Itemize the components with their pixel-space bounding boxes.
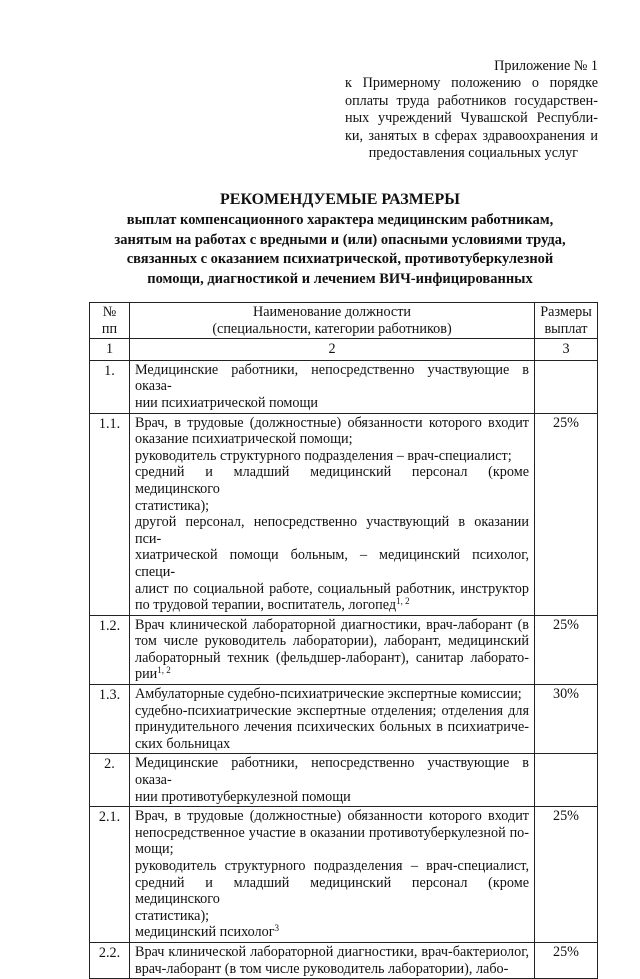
- footnote-ref: 1, 2: [157, 665, 171, 676]
- description-line: [135, 666, 529, 683]
- header-text: (специальности, категории работников): [212, 320, 452, 337]
- line-text: медицинский психолог: [135, 924, 275, 941]
- heading-line: занятым на работах с вредными и (или) опасными условиями труда,: [114, 231, 566, 248]
- header-position: [130, 303, 535, 339]
- annex-line: оплаты труда работников государствен-: [345, 92, 598, 109]
- header-amount: [535, 303, 598, 339]
- line-text: другой персонал, непосредственно участвующий в оказании пси-: [135, 514, 529, 547]
- line-text: том числе руководитель лаборатории), лаборант, медицинский: [135, 633, 529, 650]
- description-line: [135, 755, 529, 788]
- line-text: алист по социальной работе, социальный работник, инструктор: [135, 580, 529, 597]
- heading-main: РЕКОМЕНДУЕМЫЕ РАЗМЕРЫ: [220, 191, 460, 208]
- description-line: [135, 581, 529, 598]
- table-row: [90, 360, 598, 413]
- row-number: 2.1.: [90, 807, 130, 943]
- heading-line: помощи, диагностикой и лечением ВИЧ-инфицированных: [147, 270, 533, 287]
- payments-table: [89, 302, 598, 979]
- line-text: мощи;: [135, 841, 174, 858]
- line-text: нии противотуберкулезной помощи: [135, 788, 351, 805]
- description-line: [135, 686, 529, 703]
- row-description: [130, 807, 535, 943]
- line-text: Врач, в трудовые (должностные) обязанности которого входит: [135, 808, 529, 825]
- row-description: [130, 685, 535, 754]
- header-text: Размеры: [540, 304, 592, 320]
- line-text: Медицинские работники, непосредственно участвующие в оказа-: [135, 361, 529, 395]
- row-amount: 25%: [535, 807, 598, 943]
- heading-line: выплат компенсационного характера медицинским работникам,: [126, 212, 554, 229]
- line-text: Амбулаторные судебно-психиатрические экспертные комиссии;: [135, 686, 522, 703]
- table-row: [90, 413, 598, 615]
- description-line: [135, 924, 529, 941]
- line-text: статистика);: [135, 907, 210, 924]
- line-text: нии психиатрической помощи: [135, 394, 318, 411]
- line-text: рии: [135, 666, 158, 683]
- description-line: [135, 415, 529, 432]
- line-text: Врач клинической лабораторной диагностики, врач-бактериолог,: [135, 943, 529, 960]
- line-text: Врач, в трудовые (должностные) обязанности которого входит: [135, 414, 529, 431]
- description-line: [135, 448, 529, 465]
- row-amount: 30%: [535, 685, 598, 754]
- index-cell: 1: [90, 339, 130, 361]
- line-text: средний и младший медицинский персонал (кроме медицинского: [135, 464, 529, 497]
- description-line: [135, 944, 529, 961]
- description-line: [135, 841, 529, 858]
- description-line: [135, 875, 529, 908]
- table-row: [90, 942, 598, 978]
- index-cell: 3: [535, 339, 598, 361]
- description-line: [135, 617, 529, 634]
- footnote-ref: 1, 2: [396, 596, 410, 607]
- description-line: [135, 464, 529, 497]
- row-amount: 25%: [535, 942, 598, 978]
- table-row: [90, 754, 598, 807]
- line-text: принудительного лечения психических больных в психиатриче-: [135, 719, 529, 736]
- description-line: [135, 514, 529, 547]
- header-number: [90, 303, 130, 339]
- description-line: [135, 961, 529, 978]
- description-line: [135, 633, 529, 650]
- description-line: [135, 395, 529, 412]
- row-description: [130, 942, 535, 978]
- document-heading: [60, 190, 620, 289]
- description-line: [135, 362, 529, 395]
- line-text: Врач клинической лабораторной диагностики, врач-лаборант (в: [135, 616, 529, 633]
- footnote-ref: 3: [274, 923, 280, 934]
- row-amount: 25%: [535, 413, 598, 615]
- annex-line: ных учреждений Чувашской Республи-: [345, 110, 598, 127]
- row-number: 2.: [90, 754, 130, 807]
- table-row: [90, 685, 598, 754]
- row-number: 1.: [90, 360, 130, 413]
- line-text: ских больницах: [135, 735, 231, 752]
- annex-title: Приложение № 1: [494, 58, 598, 74]
- description-line: [135, 719, 529, 736]
- heading-line: связанных с оказанием психиатрической, противотуберкулезной: [126, 251, 554, 268]
- table-header-row: [90, 303, 598, 339]
- description-line: [135, 858, 529, 875]
- annex-block: [345, 58, 598, 162]
- line-text: по трудовой терапии, воспитатель, логопед: [135, 597, 397, 614]
- annex-line: предоставления социальных услуг: [368, 145, 578, 162]
- index-cell: 2: [130, 339, 535, 361]
- description-line: [135, 431, 529, 448]
- description-line: [135, 597, 529, 614]
- header-text: выплат: [544, 320, 588, 337]
- row-number: 1.1.: [90, 413, 130, 615]
- description-line: [135, 650, 529, 667]
- row-amount: [535, 754, 598, 807]
- line-text: средний и младший медицинский персонал (кроме медицинского: [135, 874, 529, 908]
- row-number: 1.2.: [90, 615, 130, 684]
- header-text: пп: [101, 320, 118, 337]
- description-line: [135, 703, 529, 720]
- line-text: судебно-психиатрические экспертные отделения; отделения для: [135, 702, 529, 719]
- description-line: [135, 808, 529, 825]
- line-text: руководитель структурного подразделения – врач-специалист,: [135, 858, 529, 874]
- header-text: Наименование должности: [252, 304, 412, 320]
- annex-line: к Примерному положению о порядке: [345, 75, 598, 92]
- annex-line: ки, занятых в сферах здравоохранения и: [345, 127, 598, 144]
- description-line: [135, 498, 529, 515]
- row-description: [130, 615, 535, 684]
- description-line: [135, 736, 529, 753]
- row-number: 1.3.: [90, 685, 130, 754]
- row-description: [130, 754, 535, 807]
- header-text: №: [102, 304, 117, 320]
- row-description: [130, 413, 535, 615]
- line-text: оказание психиатрической помощи;: [135, 431, 353, 448]
- row-amount: [535, 360, 598, 413]
- row-number: 2.2.: [90, 942, 130, 978]
- description-line: [135, 547, 529, 580]
- line-text: врач-лаборант (в том числе руководитель лаборатории), лабо-: [135, 960, 509, 977]
- line-text: руководитель структурного подразделения – врач-специалист;: [135, 447, 512, 464]
- line-text: статистика);: [135, 497, 210, 514]
- description-line: [135, 789, 529, 806]
- description-line: [135, 825, 529, 842]
- description-line: [135, 908, 529, 925]
- table-row: [90, 807, 598, 943]
- line-text: хиатрической помощи больным, – медицинский психолог, специ-: [135, 547, 529, 580]
- line-text: лабораторный техник (фельдшер-лаборант), санитар лаборато-: [135, 649, 529, 666]
- row-description: [130, 360, 535, 413]
- table-index-row: [90, 339, 598, 361]
- line-text: Медицинские работники, непосредственно участвующие в оказа-: [135, 755, 529, 789]
- table-row: [90, 615, 598, 684]
- row-amount: 25%: [535, 615, 598, 684]
- line-text: непосредственное участие в оказании противотуберкулезной по-: [135, 824, 529, 841]
